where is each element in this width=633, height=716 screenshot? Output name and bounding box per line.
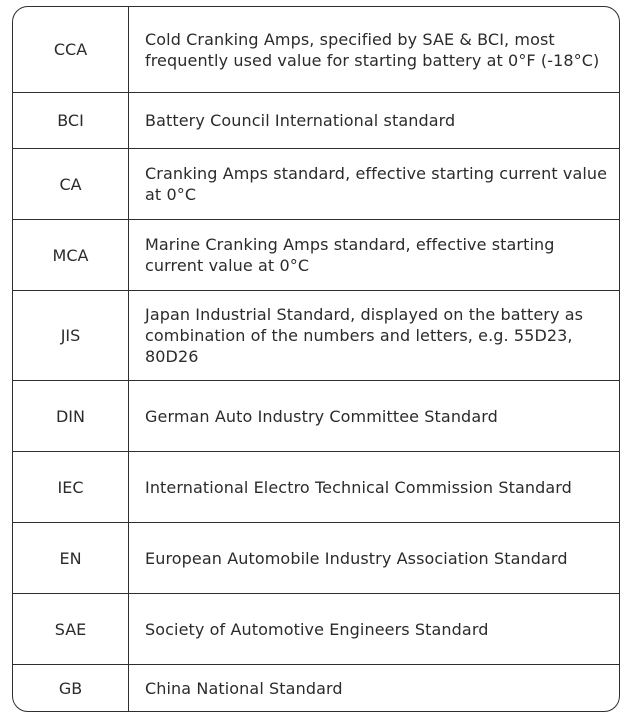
description-cell: Cranking Amps standard, effective starting current value at 0°C — [145, 164, 608, 204]
table-row — [13, 149, 619, 220]
table-row — [13, 381, 619, 452]
battery-standards-table — [12, 6, 620, 712]
abbreviation-cell: BCI — [13, 93, 129, 148]
table-row — [13, 93, 619, 149]
abbreviation-cell: MCA — [13, 220, 129, 290]
description-cell: European Automobile Industry Association Standard — [145, 548, 568, 568]
description-cell: German Auto Industry Committee Standard — [145, 406, 498, 426]
description-cell: Japan Industrial Standard, displayed on the battery as combination of the numbers and letters, e.g. 55D23, 80D26 — [145, 305, 584, 366]
description-cell: China National Standard — [145, 679, 343, 698]
abbreviation-cell: SAE — [13, 594, 129, 664]
table-row — [13, 594, 619, 665]
table-row — [13, 523, 619, 594]
abbreviation-cell: CCA — [13, 7, 129, 92]
description-cell: Society of Automotive Engineers Standard — [145, 619, 489, 639]
abbreviation-cell: CA — [13, 149, 129, 219]
table-row — [13, 291, 619, 381]
abbreviation-cell: JIS — [13, 291, 129, 380]
description-cell: Marine Cranking Amps standard, effective starting current value at 0°C — [145, 235, 555, 275]
abbreviation-cell: IEC — [13, 452, 129, 522]
description-cell: Battery Council International standard — [145, 111, 456, 130]
description-cell: International Electro Technical Commission Standard — [145, 477, 572, 497]
abbreviation-cell: GB — [13, 665, 129, 712]
table-row — [13, 7, 619, 93]
table-row — [13, 665, 619, 712]
table-row — [13, 452, 619, 523]
table-row — [13, 220, 619, 291]
description-cell: Cold Cranking Amps, specified by SAE & BCI, most frequently used value for starting battery at 0°F (-18°C) — [145, 29, 600, 70]
abbreviation-cell: DIN — [13, 381, 129, 451]
abbreviation-cell: EN — [13, 523, 129, 593]
